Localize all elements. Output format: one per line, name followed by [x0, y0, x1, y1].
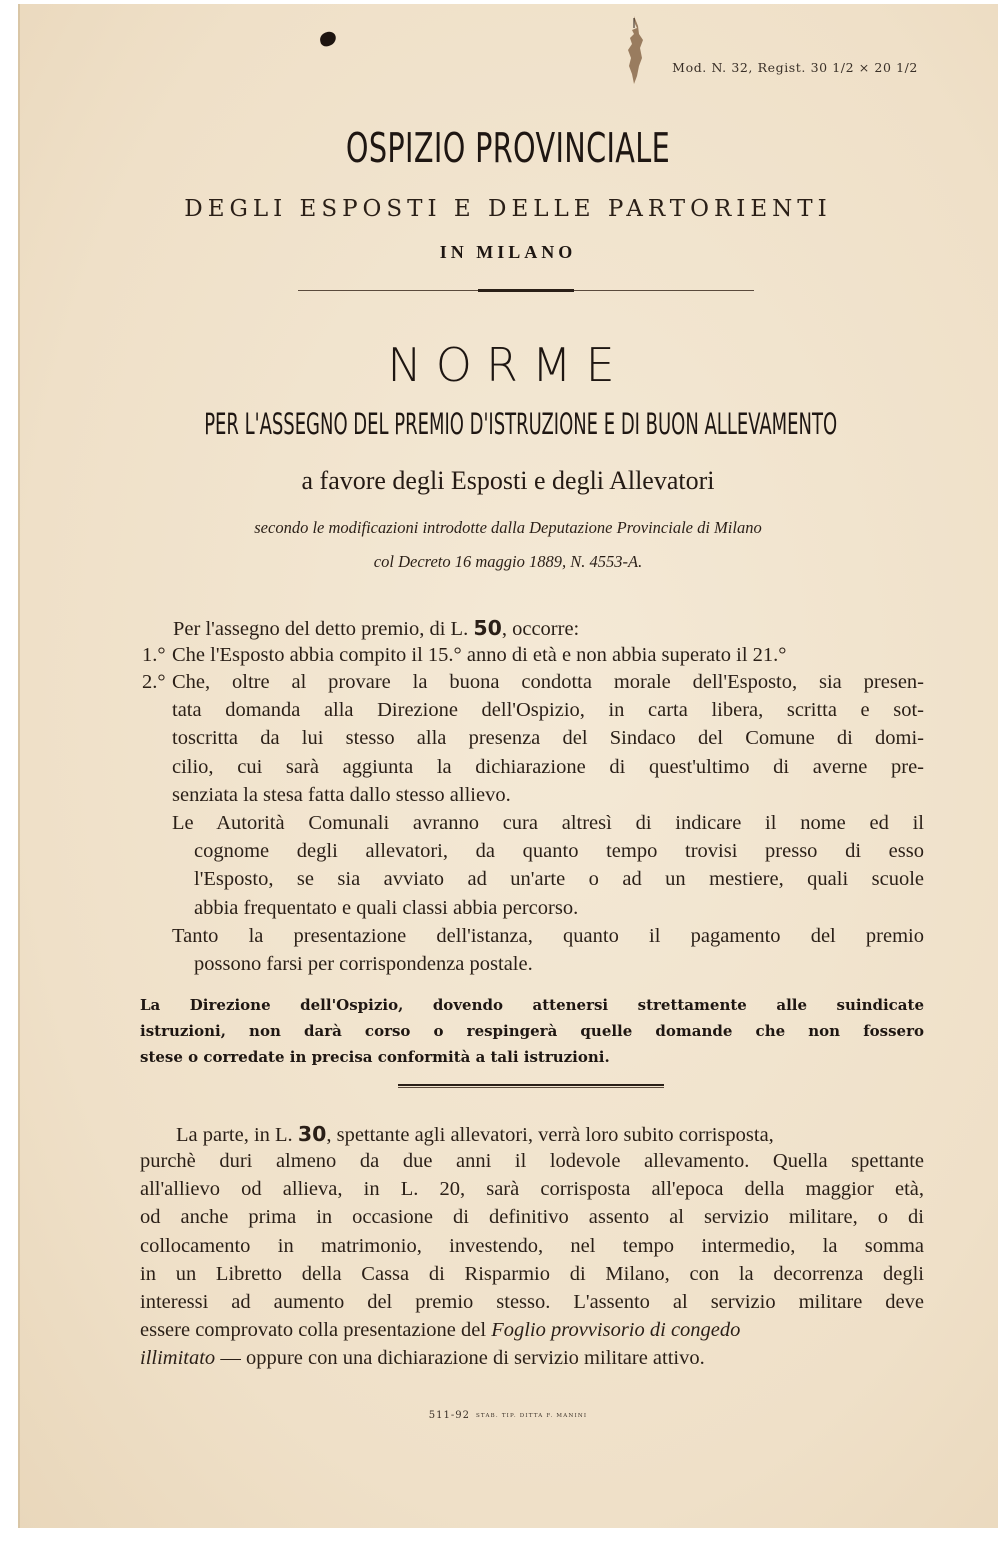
institution-title: OSPIZIO PROVINCIALE	[345, 124, 671, 172]
parte-line: od anche prima in occasione di definitivo assento al servizio militare, o di	[140, 1206, 924, 1228]
page-edge	[18, 4, 20, 1528]
document-page	[18, 4, 998, 1528]
autorita-line: abbia frequentato e quali classi abbia percorso.	[194, 897, 579, 919]
item-2-line: tata domanda alla Direzione dell'Ospizio, in carta libera, scritta e sot-	[172, 699, 924, 721]
ink-blot	[319, 30, 338, 47]
tanto-line: possono farsi per corrispondenza postale.	[194, 953, 533, 975]
autorita-line: l'Esposto, se sia avviato ad un'arte o ad un mestiere, quali scuole	[194, 868, 924, 890]
warning-line: istruzioni, non darà corso o respingerà quelle domande che non fossero	[140, 1022, 924, 1040]
item-2-line: cilio, cui sarà aggiunta la dichiarazione di quest'ultimo di averne pre-	[172, 756, 924, 778]
item-1-text: Che l'Esposto abbia compito il 15.° anno di età e non abbia superato il 21.°	[172, 644, 787, 666]
intro-line: Per l'assegno del detto premio, di L. 50, occorre:	[173, 616, 580, 640]
item-2-line: Che, oltre al provare la buona condotta morale dell'Esposto, sia presen-	[172, 671, 924, 693]
pin-mark-icon	[622, 14, 646, 88]
autorita-line: Le Autorità Comunali avranno cura altresì di indicare il nome ed il	[172, 812, 924, 834]
favor-line: a favore degli Esposti e degli Allevatori	[301, 466, 715, 495]
parte-line: illimitato — oppure con una dichiarazione di servizio militare attivo.	[140, 1347, 705, 1369]
parte-line: essere comprovato colla presentazione del Foglio provvisorio di congedo	[140, 1319, 741, 1341]
warning-line: La Direzione dell'Ospizio, dovendo attenersi strettamente alle suindicate	[140, 996, 924, 1014]
parte-line: La parte, in L. 30, spettante agli allevatori, verrà loro subito corrisposta,	[176, 1122, 774, 1146]
location: IN MILANO	[439, 242, 577, 262]
item-2-line: toscritta da lui stesso alla presenza del Sindaco del Comune di domi-	[172, 727, 924, 749]
item-2-line: senziata la stesa fatta dallo stesso allievo.	[172, 784, 511, 806]
norme-title: NORME	[387, 338, 629, 392]
parte-line: interessi ad aumento del premio stesso. L'assento al servizio militare deve	[140, 1291, 924, 1313]
parte-line: all'allievo od allieva, in L. 20, sarà corrisposta all'epoca della maggior età,	[140, 1178, 924, 1200]
print-code: 511-92 STAB. TIP. DITTA F. MANINI	[428, 1410, 588, 1421]
parte-line: collocamento in matrimonio, investendo, nel tempo intermedio, la somma	[140, 1235, 924, 1257]
institution-subtitle: DEGLI ESPOSTI E DELLE PARTORIENTI	[184, 196, 832, 222]
norme-heading: PER L'ASSEGNO DEL PREMIO D'ISTRUZIONE E DI BUON ALLEVAMENTO	[204, 407, 838, 441]
item-1-number: 1.°	[142, 644, 166, 666]
parte-line: in un Libretto della Cassa di Risparmio di Milano, con la decorrenza degli	[140, 1263, 924, 1285]
autorita-line: cognome degli allevatori, da quanto tempo trovisi presso di esso	[194, 840, 924, 862]
secondo-line: secondo le modificazioni introdotte dalla Deputazione Provinciale di Milano	[254, 518, 762, 537]
divider	[298, 289, 754, 293]
warning-line: stese o corredate in precisa conformità a tali istruzioni.	[140, 1048, 610, 1066]
divider	[398, 1084, 664, 1089]
decreto-line: col Decreto 16 maggio 1889, N. 4553-A.	[373, 552, 643, 571]
item-2-number: 2.°	[142, 671, 166, 693]
tanto-line: Tanto la presentazione dell'istanza, quanto il pagamento del premio	[172, 925, 924, 947]
parte-line: purchè duri almeno da due anni il lodevole allevamento. Quella spettante	[140, 1150, 924, 1172]
model-code: Mod. N. 32, Regist. 30 1/2 × 20 1/2	[672, 60, 918, 75]
